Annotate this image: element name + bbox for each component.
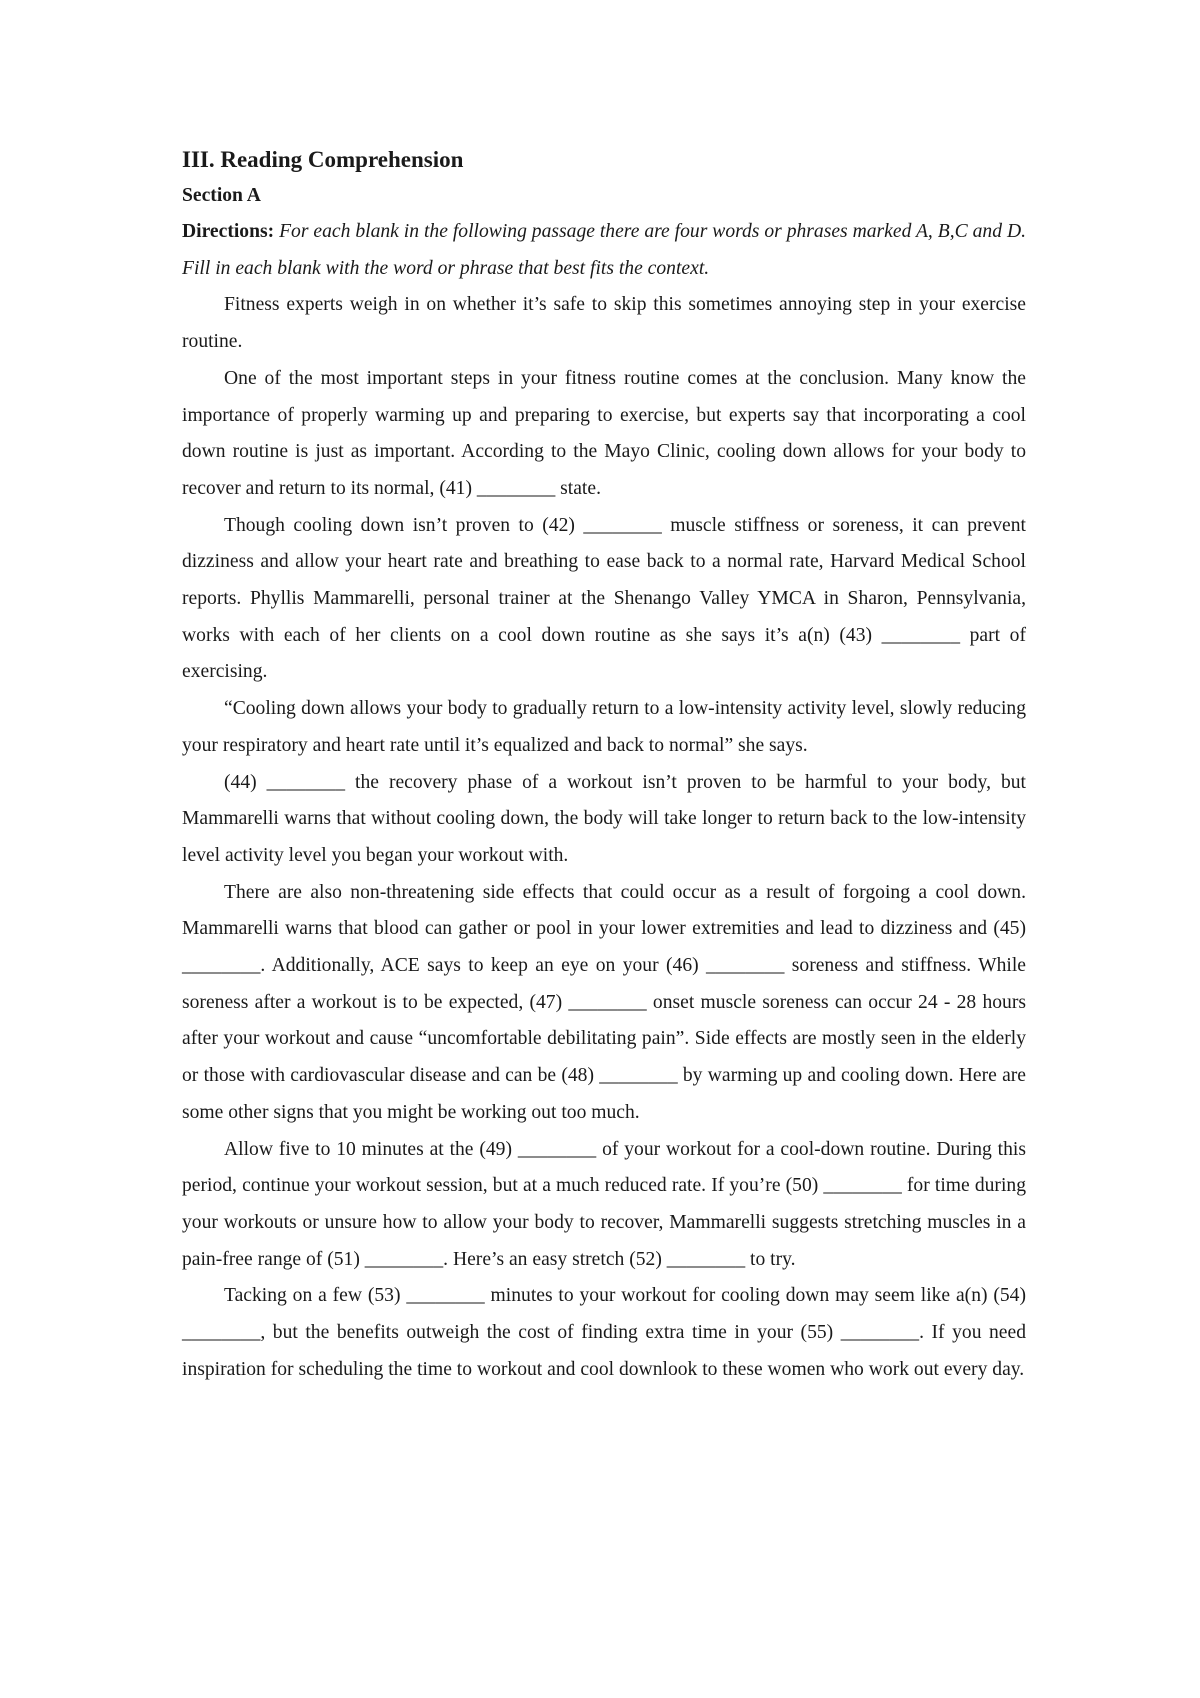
paragraph: Fitness experts weigh in on whether it’s safe to skip this sometimes annoying step in your exercise routine. <box>182 294 1026 353</box>
paragraph: (44) ________ the recovery phase of a workout isn’t proven to be harmful to your body, but Mammarelli warns that without cooling down, the body will take longer to return back to the low-intensity level activity level you began your workout with. <box>182 771 1026 866</box>
paragraph: Tacking on a few (53) ________ minutes to your workout for cooling down may seem like a(n) (54) ________, but the benefits outweigh the cost of finding extra time in your (55) ________. If you need inspiration for scheduling the time to workout and cool downlook to these women who work out every day. <box>182 1285 1026 1380</box>
directions-label: Directions: <box>182 221 275 242</box>
paragraph: There are also non-threatening side effects that could occur as a result of forgoing a cool down. Mammarelli warns that blood can gather or pool in your lower extremities and lead to dizziness and (45) ________. Additionally, ACE says to keep an eye on your (46) ________ soreness and stiffness. While soreness after a workout is to be expected, (47) ________ onset muscle soreness can occur 24 - 28 hours after your workout and cause “uncomfortable debilitating pain”. Side effects are mostly seen in the elderly or those with cardiovascular disease and can be (48) ________ by warming up and cooling down. Here are some other signs that you might be working out too much. <box>182 881 1026 1123</box>
paragraph: “Cooling down allows your body to gradually return to a low-intensity activity level, slowly reducing your respiratory and heart rate until it’s equalized and back to normal” she says. <box>182 698 1026 756</box>
section-heading: Section A <box>182 185 261 206</box>
document-page <box>182 142 1026 1389</box>
paragraph: Allow five to 10 minutes at the (49) ________ of your workout for a cool-down routine. During this period, continue your workout session, but at a much reduced rate. If you’re (50) ________ for time during your workouts or unsure how to allow your body to recover, Mammarelli suggests stretching muscles in a pain-free range of (51) ________. Here’s an easy stretch (52) ________ to try. <box>182 1138 1026 1270</box>
paragraph: One of the most important steps in your fitness routine comes at the conclusion. Many know the importance of properly warming up and preparing to exercise, but experts say that incorporating a cool down routine is just as important. According to the Mayo Clinic, cooling down allows for your body to recover and return to its normal, (41) ________ state. <box>182 367 1026 499</box>
directions <box>182 214 1026 287</box>
paragraph: Though cooling down isn’t proven to (42) ________ muscle stiffness or soreness, it can prevent dizziness and allow your heart rate and breathing to ease back to a normal rate, Harvard Medical School reports. Phyllis Mammarelli, personal trainer at the Shenango Valley YMCA in Sharon, Pennsylvania, works with each of her clients on a cool down routine as she says it’s a(n) (43) ________ part of exercising. <box>182 514 1026 683</box>
page-title: III. Reading Comprehension <box>182 147 464 172</box>
directions-text: For each blank in the following passage there are four words or phrases marked A, B,C and D. Fill in each blank with the word or phrase that best fits the context. <box>182 221 1026 279</box>
